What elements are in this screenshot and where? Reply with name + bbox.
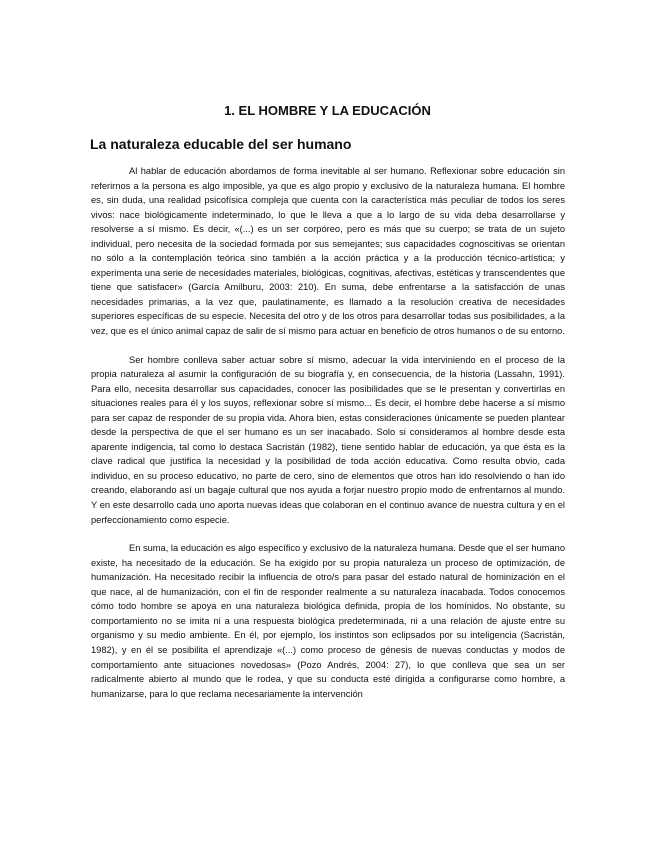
paragraph: Ser hombre conlleva saber actuar sobre sí mismo, adecuar la vida interviniendo en el proceso de la propia naturaleza al asumir la configuración de su biografía y, en consecuencia, de la historia (Lassahn, 1991). Para ello, necesita desarrollar sus capacidades, conocer las posibilidades que se le presentan y convertirlas en situaciones reales para él y los suyos, reflexionar sobre sí mismo... Es decir, el hombre debe hacerse a sí mismo para ser capaz de responder de su propia vida. Ahora bien, estas consideraciones únicamente se pueden plantear desde la perspectiva de que el ser humano es un ser inacabado. Solo si consideramos al hombre desde esta aparente indigencia, tal como lo destaca Sacristán (1982), tiene sentido hablar de educación, ya que ésta es la clave radical que justifica la necesidad y la posibilidad de toda acción educativa. Como resulta obvio, cada individuo, en su proceso educativo, no parte de cero, sino de elementos que otros han ido resolviendo o han ido creando, elaborando así un bagaje cultural que nos ayuda a forjar nuestro propio modo de enfrentarnos al mundo. Y en este desarrollo cada uno aporta nuevas ideas que colaboran en el continuo avance de nuestra cultura y en el perfeccionamiento como especie. xyxy=(91,354,565,525)
paragraph: En suma, la educación es algo específico y exclusivo de la naturaleza humana. Desde que el ser humano existe, ha necesitado de la educación. Se ha exigido por su propia naturaleza un proceso de optimización, de humanización. Ha necesitado recibir la influencia de otro/s para pasar del estado natural de hominización en el que nace, al de humanización, con el fin de responder realmente a su naturaleza inacabada. Todos conocemos cómo todo hombre se apoya en una naturaleza biológica definida, propia de los homínidos. No obstante, su comportamiento no se imita ni a una respuesta biológica predeterminada, ni a una relación de ajuste entre su organismo y su medio ambiente. En él, por ejemplo, los instintos son eclipsados por su inteligencia (Sacristán, 1982), y en él se posibilita el aprendizaje «(...) como proceso de génesis de nuevas conductas y modos de comportamiento ante situaciones novedosas» (Pozo Andrés, 2004: 27), lo que conlleva que sea un ser radicalmente abierto al mundo que le rodea, y que su conducta esté dirigida a configurarse como hombre, a humanizarse, para lo que reclama necesariamente la intervención xyxy=(91,543,565,699)
section-title: La naturaleza educable del ser humano xyxy=(90,136,352,152)
body-text xyxy=(91,164,565,715)
paragraph: Al hablar de educación abordamos de forma inevitable al ser humano. Reflexionar sobre educación sin referirnos a la persona es algo imposible, ya que es algo propio y exclusivo de la naturaleza humana. El hombre es, sin duda, una realidad psicofísica compleja que cuenta con la característica más peculiar de todos los seres vivos: nace biológicamente indeterminado, lo que le lleva a que a lo largo de su vida deba desarrollarse y resolverse a sí mismo. Es decir, «(...) es un ser corpóreo, pero es más que su cuerpo; se trata de un sujeto individual, pero necesita de la sociedad formada por sus semejantes; sus capacidades cognoscitivas se orientan no sólo a la contemplación teórica sino también a la acción práctica y a la producción técnico-artística; y experimenta una serie de necesidades materiales, biológicas, cognitivas, afectivas, estéticas y transcendentes que tiene que satisfacer» (García Amilburu, 2003: 210). En suma, debe enfrentarse a la satisfacción de unas necesidades primarias, a la vez que, paulatinamente, es llamado a la resolución creativa de necesidades superiores específicas de su especie. Necesita del otro y de los otros para desarrollar todas sus posibilidades, a la vez, que es el único animal capaz de salir de sí mismo para actuar en beneficio de otros humanos o de su entorno. xyxy=(91,166,565,337)
chapter-title: 1. EL HOMBRE Y LA EDUCACIÓN xyxy=(224,103,431,118)
